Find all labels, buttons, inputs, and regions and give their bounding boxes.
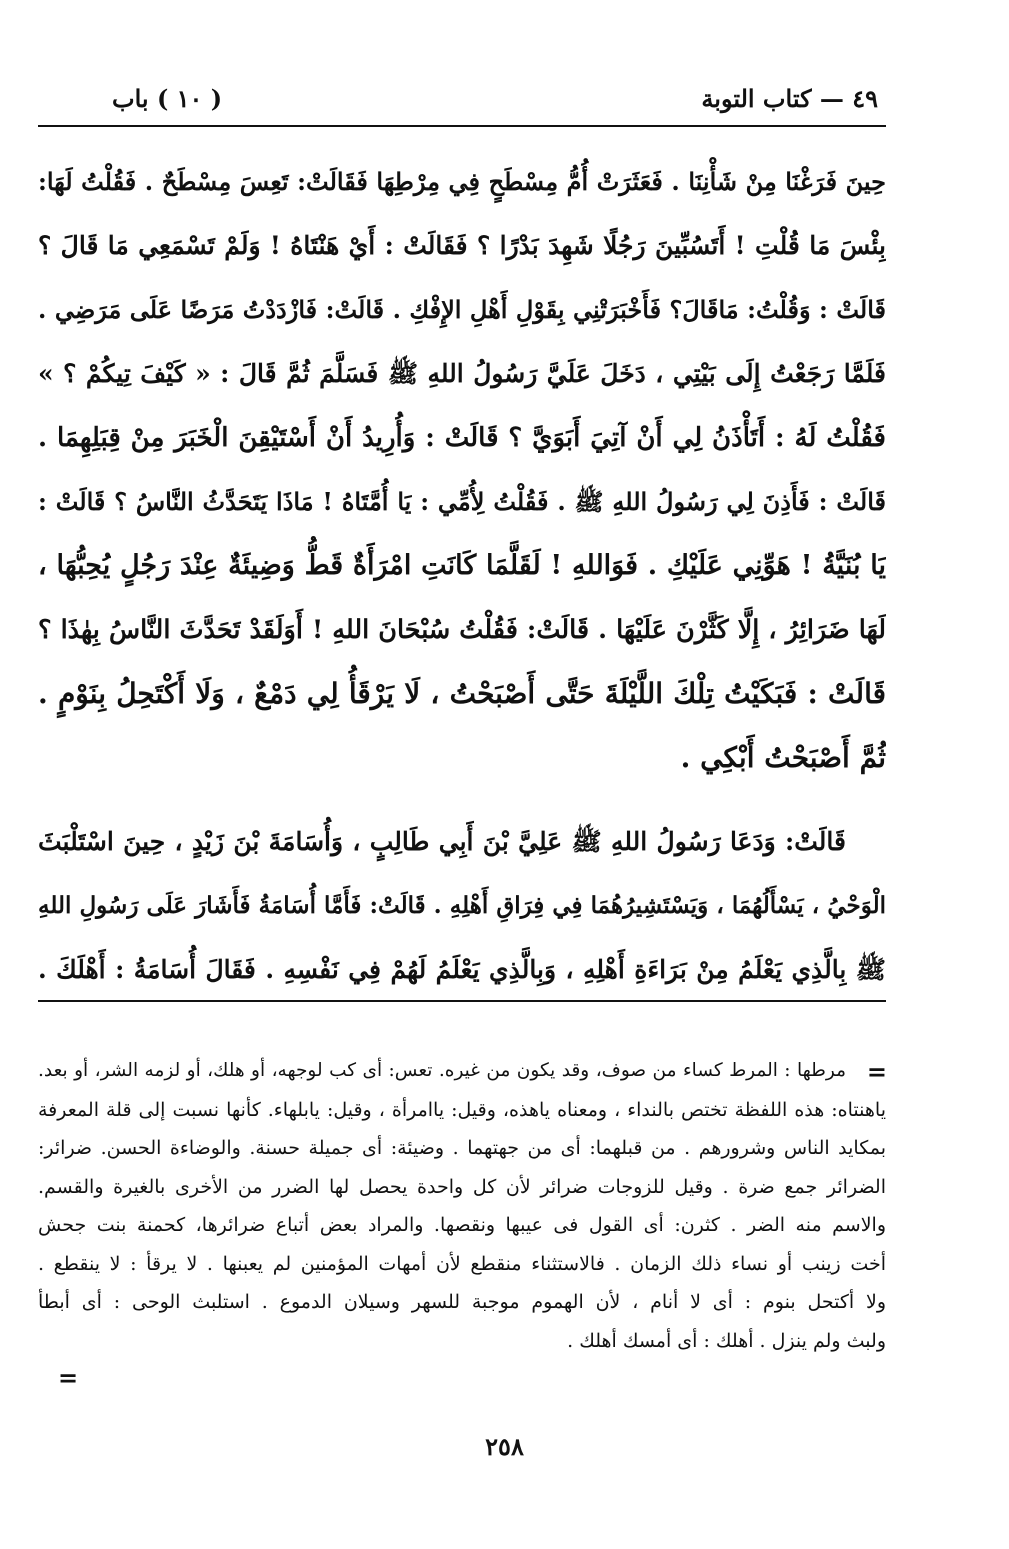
footnote-line: والاسم منه الضر . كثرن: أى القول فى عيبها ونقصها. والمراد بعض أتباع ضرائرها، كحمنة بنت جحش	[38, 1214, 886, 1236]
text-line: فَقُلْتُ لَهُ : أَتَأْذَنُ لِي أَنْ آتِيَ أَبَوَيَّ ؟ قَالَتْ : وَأُرِيدُ أَنْ أَسْتَيْقِنَ الْخَبَرَ مِنْ قِبَلِهِمَا .	[38, 423, 886, 453]
main-text	[38, 150, 886, 1002]
footnotes	[38, 1052, 886, 1360]
text-line: ﷺ بِالَّذِي يَعْلَمُ مِنْ بَرَاءَةِ أَهْلِهِ ، وَبِالَّذِي يَعْلَمُ لَهُمْ فِي نَفْسِهِ . فَقَالَ أُسَامَةُ : أَهْلَكَ .	[38, 955, 886, 984]
text-line: يَا بُنَيَّةُ ! هَوِّنِي عَلَيْكِ . فَوَاللهِ ! لَقَلَّمَا كَانَتِ امْرَأَةٌ قَطُّ وَضِيئَةٌ عِنْدَ رَجُلٍ يُحِبُّهَا ،	[38, 550, 886, 581]
page-header	[38, 78, 886, 122]
footnote-line: أخت زينب أو نساء ذلك الزمان . فالاستثناء منقطع لأن أمهات المؤمنين لم يعبنها . لا يرقأ : لا ينقطع .	[38, 1252, 886, 1275]
footnote-line: ولا أكتحل بنوم : أى لا أنام ، لأن الهموم موجبة للسهر وسيلان الدموع . استلبث الوحى : أى أبطأ	[38, 1291, 886, 1313]
footnote-line: ياهنتاه: هذه اللفظة تختص بالنداء ، ومعناه ياهذه، وقيل: ياامرأة ، وقيل: يابلهاء. كأنها نسبت إلى قلة المعرفة	[38, 1098, 886, 1121]
text-line: بِئْسَ مَا قُلْتِ ! أَتَسُبِّينَ رَجُلًا شَهِدَ بَدْرًا ؟ فَقَالَتْ : أَيْ هَنْتَاهُ ! وَلَمْ تَسْمَعِي مَا قَالَ ؟	[38, 231, 886, 260]
page-number: ٢٥٨	[485, 1432, 524, 1461]
footnote-line: ولبث ولم ينزل . أهلك : أى أمسك أهلك .	[567, 1329, 886, 1352]
text-line: قَالَتْ: وَدَعَا رَسُولُ اللهِ ﷺ عَلِيَّ بْنَ أَبِي طَالِبٍ ، وَأُسَامَةَ بْنَ زَيْدٍ ، حِينَ اسْتَلْبَثَ	[38, 827, 846, 856]
footnote-rule	[38, 1000, 886, 1002]
text-line: ثُمَّ أَصْبَحْتُ أَبْكِي .	[680, 741, 886, 774]
running-title: ٤٩ — كتاب التوبة	[701, 84, 878, 113]
text-line: الْوَحْيُ ، يَسْأَلُهُمَا ، وَيَسْتَشِيرُهُمَا فِي فِرَاقِ أَهْلِهِ . قَالَتْ: فَأَمَّا أُسَامَةُ فَأَشَارَ عَلَى رَسُولِ اللهِ	[38, 892, 886, 919]
text-line: لَهَا ضَرَائِرُ ، إِلَّا كَثَّرْنَ عَلَيْهَا . قَالَتْ: فَقُلْتُ سُبْحَانَ اللهِ ! أَوَلَقَدْ تَحَدَّثَ النَّاسُ بِهٰذَا ؟	[38, 615, 886, 645]
footnote-line: بمكايد الناس وشرورهم . من قبلهما: أى من جهتهما . وضيئة: أى جميلة حسنة. والوضاءة الحسن. ضرائر:	[38, 1137, 886, 1159]
footnote-line: مرطها : المرط كساء من صوف، وقد يكون من غيره. تعس: أى كب لوجهه، أو هلك، أو لزمه الشر، أو بعد.	[38, 1060, 846, 1081]
paragraph-gap	[38, 790, 886, 810]
text-line: حِينَ فَرَغْنَا مِنْ شَأْنِنَا . فَعَثَرَتْ أُمُّ مِسْطَحٍ فِي مِرْطِهَا فَقَالَتْ: تَعِسَ مِسْطَحٌ . فَقُلْتُ لَهَا:	[38, 167, 886, 196]
text-line: فَلَمَّا رَجَعْتُ إِلَى بَيْتِي ، دَخَلَ عَلَيَّ رَسُولُ اللهِ ﷺ فَسَلَّمَ ثُمَّ قَالَ : « كَيْفَ تِيكُمْ ؟ »	[38, 359, 886, 388]
footnote-continuation-mark-top: =	[866, 1057, 887, 1086]
footnote-line: الضرائر جمع ضرة . وقيل للزوجات ضرائر لأن كل واحدة يحصل لها الضرر من الأخرى بالغيرة والقسم.	[38, 1175, 886, 1198]
chapter-label: ( ١٠ ) باب	[112, 84, 223, 113]
footnote-continuation-mark-bottom: =	[58, 1363, 79, 1392]
text-line: قَالَتْ : وَقُلْتُ: مَاقَالَ؟ فَأَخْبَرَتْنِي بِقَوْلِ أَهْلِ الإِفْكِ . قَالَتْ: فَازْدَدْتُ مَرَضًا عَلَى مَرَضِي .	[38, 295, 886, 324]
text-line: قَالَتْ : فَأَذِنَ لِي رَسُولُ اللهِ ﷺ . فَقُلْتُ لِأُمِّي : يَا أُمَّتَاهُ ! مَاذَا يَتَحَدَّثُ النَّاسُ ؟ قَالَتْ :	[38, 487, 886, 516]
header-rule	[38, 125, 886, 127]
text-line: قَالَتْ : فَبَكَيْتُ تِلْكَ اللَّيْلَةَ حَتَّى أَصْبَحْتُ ، لَا يَرْقَأُ لِي دَمْعٌ ، وَلَا أَكْتَحِلُ بِنَوْمٍ .	[38, 677, 886, 710]
